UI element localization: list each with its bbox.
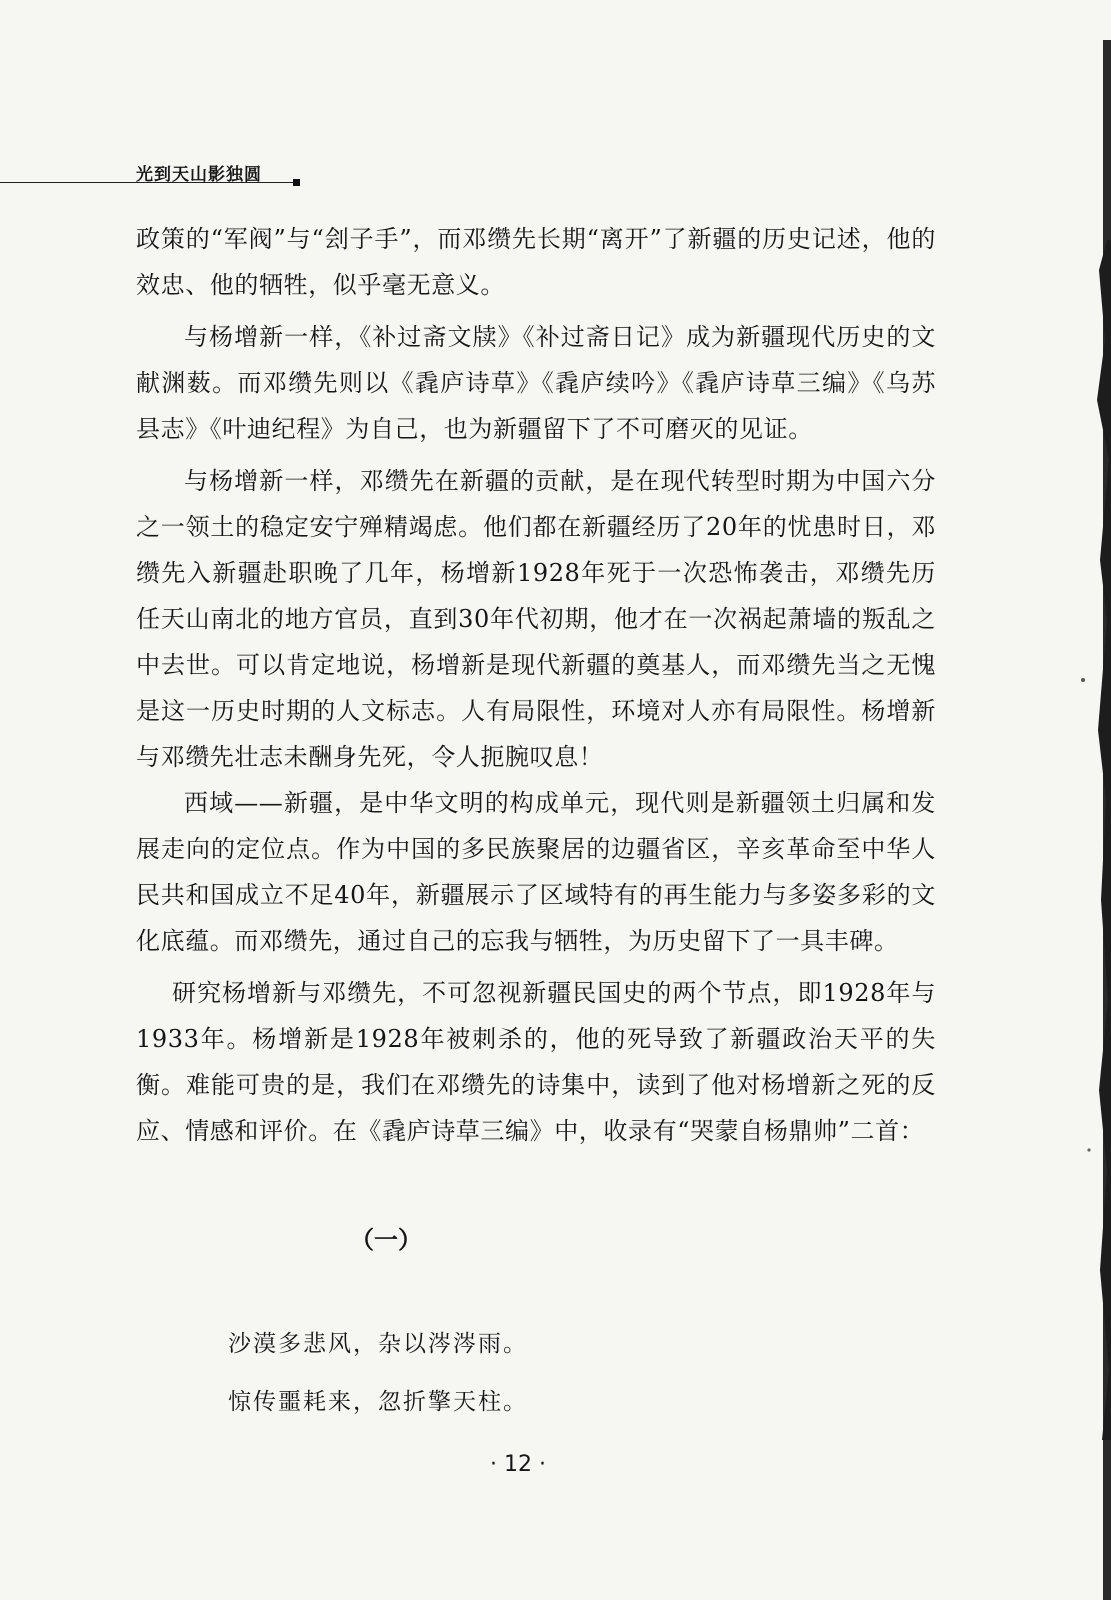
poem-line-2: 惊传噩耗来，忽折擎天柱。 <box>228 1389 528 1415</box>
page-number: · 12 · <box>490 1452 546 1477</box>
paragraph-4: 西域——新疆，是中华文明的构成单元，现代则是新疆领土归属和发展走向的定位点。作为中国的多民族聚居的边疆省区，辛亥革命至中华人民共和国成立不足40年，新疆展示了区域特有的再生能力与多姿多彩的文化底蕴。而邓缵先，通过自己的忘我与牺牲，为历史留下了一具丰碑。 <box>136 789 936 955</box>
poem-line-1: 沙漠多悲风，杂以涔涔雨。 <box>228 1331 528 1357</box>
scan-edge-shadow <box>1069 40 1111 1600</box>
paragraph-5: 研究杨增新与邓缵先，不可忽视新疆民国史的两个节点，即1928年与1933年。杨增新是1928年被刺杀的，他的死导致了新疆政治天平的失衡。难能可贵的是，我们在邓缵先的诗集中，读到了他对杨增新之死的反应、情感和评价。在《毳庐诗草三编》中，收录有“哭蒙自杨鼎帅”二首： <box>136 979 936 1145</box>
paragraph-1: 政策的“军阀”与“刽子手”，而邓缵先长期“离开”了新疆的历史记述，他的效忠、他的牺牲，似乎毫无意义。 <box>136 225 936 299</box>
paragraph-2: 与杨增新一样，《补过斋文牍》《补过斋日记》成为新疆现代历史的文献渊薮。而邓缵先则以《毳庐诗草》《毳庐续吟》《毳庐诗草三编》《乌苏县志》《叶迪纪程》为自己，也为新疆留下了不可磨灭的见证。 <box>136 323 936 443</box>
running-header-title: 光到天山影独圆 <box>136 165 262 185</box>
body-text <box>136 216 936 1154</box>
poem-number: （一） <box>350 1225 422 1254</box>
header-rule <box>0 182 296 183</box>
header-square-mark <box>293 179 300 186</box>
paragraph-3: 与杨增新一样，邓缵先在新疆的贡献，是在现代转型时期为中国六分之一领土的稳定安宁殚精竭虑。他们都在新疆经历了20年的忧患时日，邓缵先入新疆赴职晚了几年，杨增新1928年死于一次恐怖袭击，邓缵先历任天山南北的地方官员，直到30年代初期，他才在一次祸起萧墙的叛乱之中去世。可以肯定地说，杨增新是现代新疆的奠基人，而邓缵先当之无愧是这一历史时期的人文标志。人有局限性，环境对人亦有局限性。杨增新与邓缵先壮志未酬身先死，令人扼腕叹息！ <box>136 467 936 771</box>
